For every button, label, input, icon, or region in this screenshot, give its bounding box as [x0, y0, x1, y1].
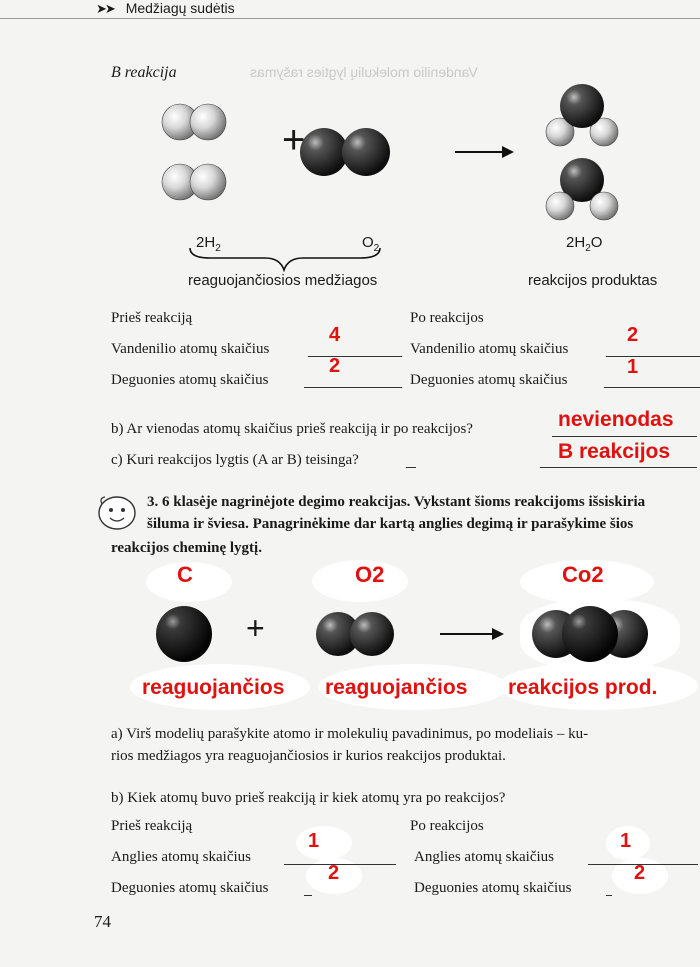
reaction-arrow-icon	[440, 628, 504, 640]
o-before-label: Deguonies atomų skaičius	[111, 372, 269, 388]
o-before-answer[interactable]: 2	[329, 355, 341, 377]
formula-h2: $2H_2$	[196, 234, 221, 254]
formula-h2o: $2H_2O$	[566, 234, 603, 254]
question-c: c) Kuri reakcijos lygtis (A ar B) teisinga?	[111, 452, 359, 468]
c-atom	[156, 606, 212, 662]
task3-line1: 3. 6 klasėje nagrinėjote degimo reakcijas. Vykstant šioms reakcijoms išsiskiria	[147, 494, 646, 510]
reactants-label: reaguojančiosios medžiagos	[188, 272, 378, 289]
question-a-line2: rios medžiagos yra reaguojančiosios ir kurios reakcijos produktai.	[111, 748, 506, 764]
under-label-reactant[interactable]: reaguojančios	[142, 676, 285, 699]
label-c[interactable]: C	[177, 562, 193, 587]
o2-molecule	[316, 612, 394, 656]
h-before-answer[interactable]: 4	[329, 324, 341, 346]
under-label-reactant[interactable]: reaguojančios	[325, 676, 468, 699]
c-before-answer[interactable]: 1	[308, 830, 320, 852]
co2-molecule	[532, 606, 648, 662]
h-after-label: Vandenilio atomų skaičius	[410, 341, 569, 357]
double-arrow-icon: ➤➤	[96, 1, 114, 16]
h2-molecule	[162, 104, 226, 140]
after-title: Po reakcijos	[410, 310, 484, 326]
o-after-answer[interactable]: 1	[627, 356, 639, 378]
question-b3: b) Kiek atomų buvo prieš reakciją ir kiek atomų yra po reakcijos?	[111, 790, 506, 806]
page-header	[96, 0, 235, 17]
h2o-molecule	[546, 84, 618, 146]
answer-line	[304, 895, 312, 896]
reaction-arrow-icon	[455, 146, 514, 158]
answer-line	[304, 387, 402, 388]
task3-line2: šiluma ir šviesa. Panagrinėkime dar kartą anglies degimą ir parašykime šios	[147, 516, 634, 532]
c-after-answer[interactable]: 1	[620, 830, 632, 852]
h-before-label: Vandenilio atomų skaičius	[111, 341, 270, 357]
after-title: Po reakcijos	[410, 818, 484, 834]
bleed-through-text: Vandenilio molekulių lygties rašymas	[250, 64, 478, 80]
correction-blob	[296, 826, 352, 860]
h-after-answer[interactable]: 2	[627, 324, 639, 346]
answer-line	[284, 864, 396, 865]
o-after-label: Deguonies atomų skaičius	[410, 372, 568, 388]
answer-line	[604, 387, 700, 388]
plus-sign: +	[246, 610, 265, 646]
o-after-label: Deguonies atomų skaičius	[414, 880, 572, 896]
question-b: b) Ar vienodas atomų skaičius prieš reakciją ir po reakcijos?	[111, 421, 473, 437]
o-before-label: Deguonies atomų skaičius	[111, 880, 269, 896]
before-title: Prieš reakciją	[111, 310, 193, 326]
before-title: Prieš reakciją	[111, 818, 193, 834]
o-after-answer[interactable]: 2	[634, 862, 646, 884]
task3-line3: reakcijos cheminę lygtį.	[111, 540, 262, 556]
plus-sign: +	[282, 118, 306, 162]
under-label-product[interactable]: reakcijos prod.	[508, 676, 658, 699]
c-reaction-diagram	[140, 596, 700, 672]
o2-molecule	[300, 128, 390, 176]
answer-c[interactable]: B reakcijos	[558, 440, 671, 463]
label-o2[interactable]: O2	[355, 562, 385, 587]
answer-line	[308, 356, 402, 357]
section-b-title: B reakcija	[111, 64, 177, 81]
h2o-molecule	[546, 158, 618, 220]
answer-line	[406, 467, 416, 468]
c-before-label: Anglies atomų skaičius	[111, 849, 251, 865]
page-number: 74	[94, 912, 111, 931]
question-a-line1: a) Virš modelių parašykite atomo ir molekulių pavadinimus, po modeliais – ku-	[111, 726, 589, 742]
label-co2[interactable]: Co2	[562, 562, 604, 587]
smiley-mascot-icon	[96, 494, 138, 532]
answer-b[interactable]: nevienodas	[558, 408, 674, 431]
answer-line	[552, 436, 697, 437]
header-title: Medžiagų sudėtis	[125, 0, 235, 16]
header-divider	[0, 18, 700, 19]
answer-line	[606, 895, 612, 896]
answer-line	[540, 467, 697, 468]
formula-o2: $O_2$	[362, 234, 380, 254]
o-before-answer[interactable]: 2	[328, 862, 340, 884]
answer-line	[606, 356, 700, 357]
h2-molecule	[162, 164, 226, 200]
c-after-label: Anglies atomų skaičius	[414, 849, 554, 865]
products-label: reakcijos produktas	[528, 272, 658, 289]
